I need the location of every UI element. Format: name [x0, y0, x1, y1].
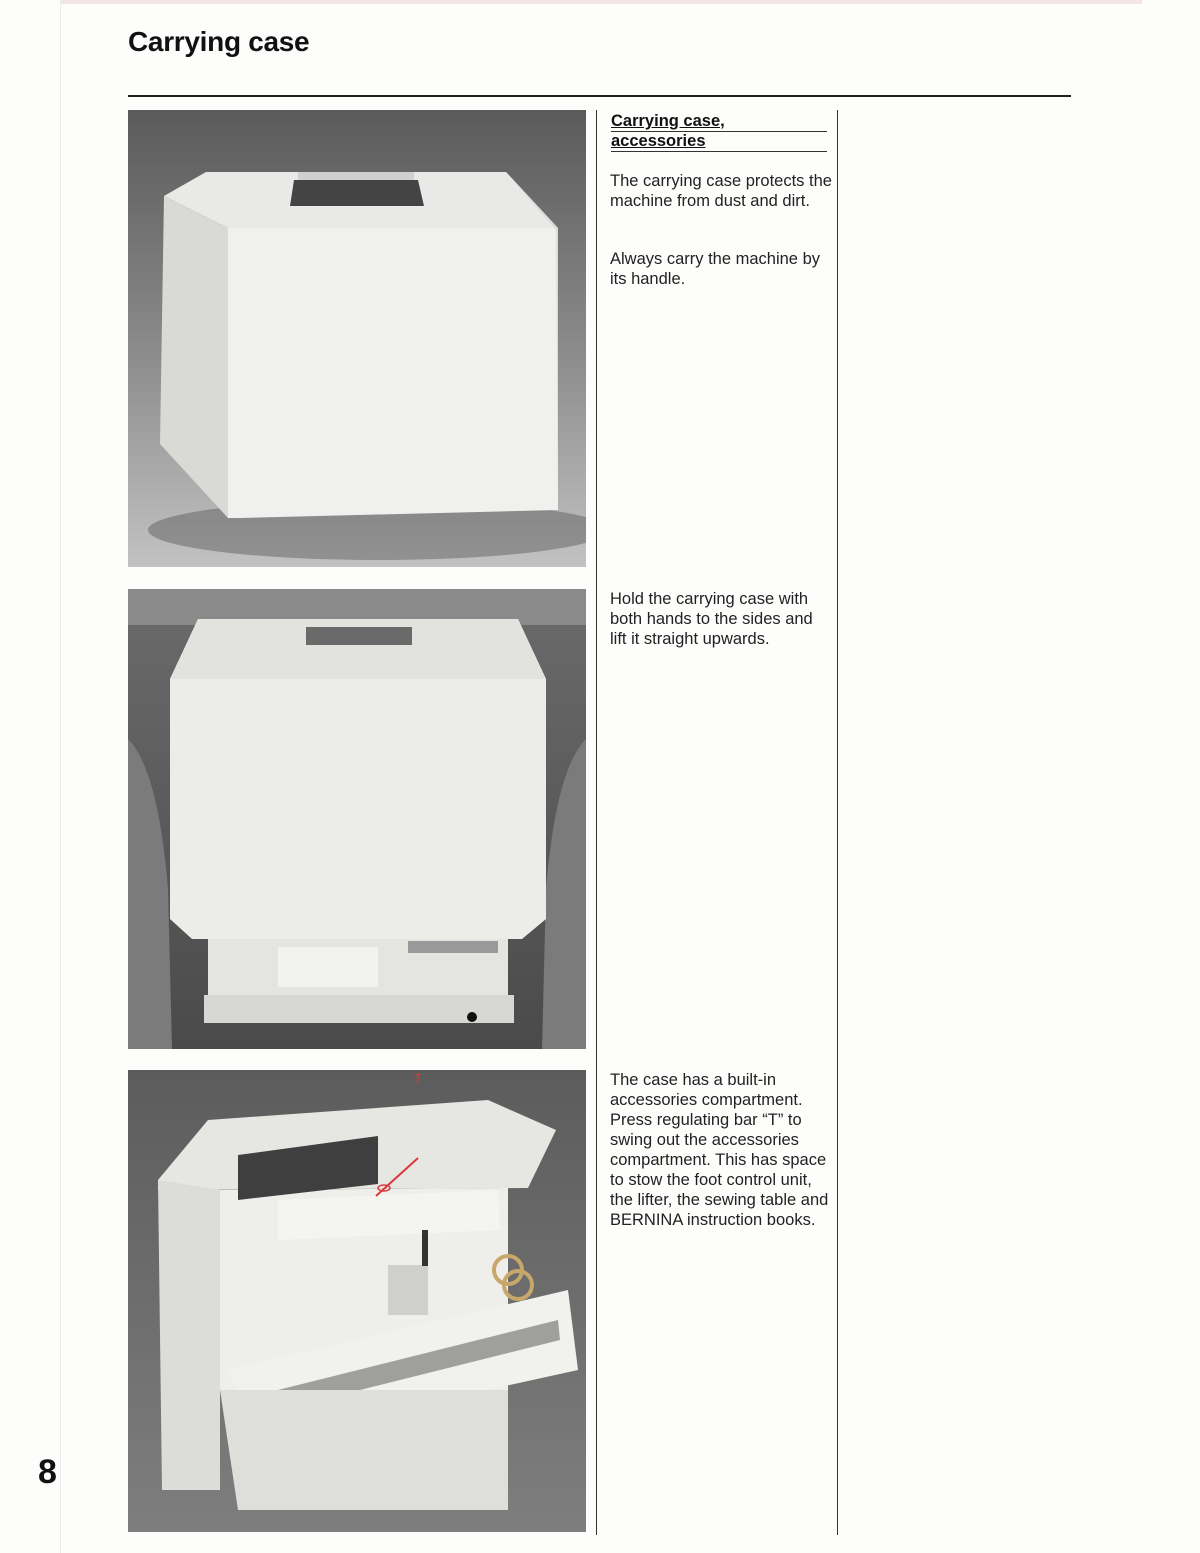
page-top-tint	[60, 0, 1142, 4]
paragraph-accessories-compartment: The case has a built-in accessories compartment. Press regulating bar “T” to swing out the accessories compartment. This has space to stow the foot control unit, the lifter, the sewing table and BERNINA instruction books.	[610, 1071, 829, 1229]
column-rule-right	[837, 110, 838, 1535]
section-heading-line-1: Carrying case,	[611, 112, 827, 132]
paragraph-carry-handle: Always carry the machine by its handle.	[610, 250, 820, 288]
paragraph-protects: The carrying case protects the machine from dust and dirt.	[610, 172, 832, 210]
section-heading	[611, 112, 827, 152]
photo-accessories-compartment	[128, 1070, 586, 1532]
page-edge-line	[60, 0, 61, 1553]
page-title: Carrying case	[128, 26, 310, 57]
column-rule-left	[596, 110, 597, 1535]
title-rule	[128, 95, 1071, 97]
photo-lifting-case	[128, 589, 586, 1049]
section-heading-line-2: accessories	[611, 132, 827, 152]
callout-label-t: T	[414, 1071, 422, 1086]
photo-carrying-case-closed	[128, 110, 586, 567]
page-number: 8	[38, 1453, 57, 1491]
paragraph-lift-case: Hold the carrying case with both hands to the sides and lift it straight upwards.	[610, 590, 813, 648]
